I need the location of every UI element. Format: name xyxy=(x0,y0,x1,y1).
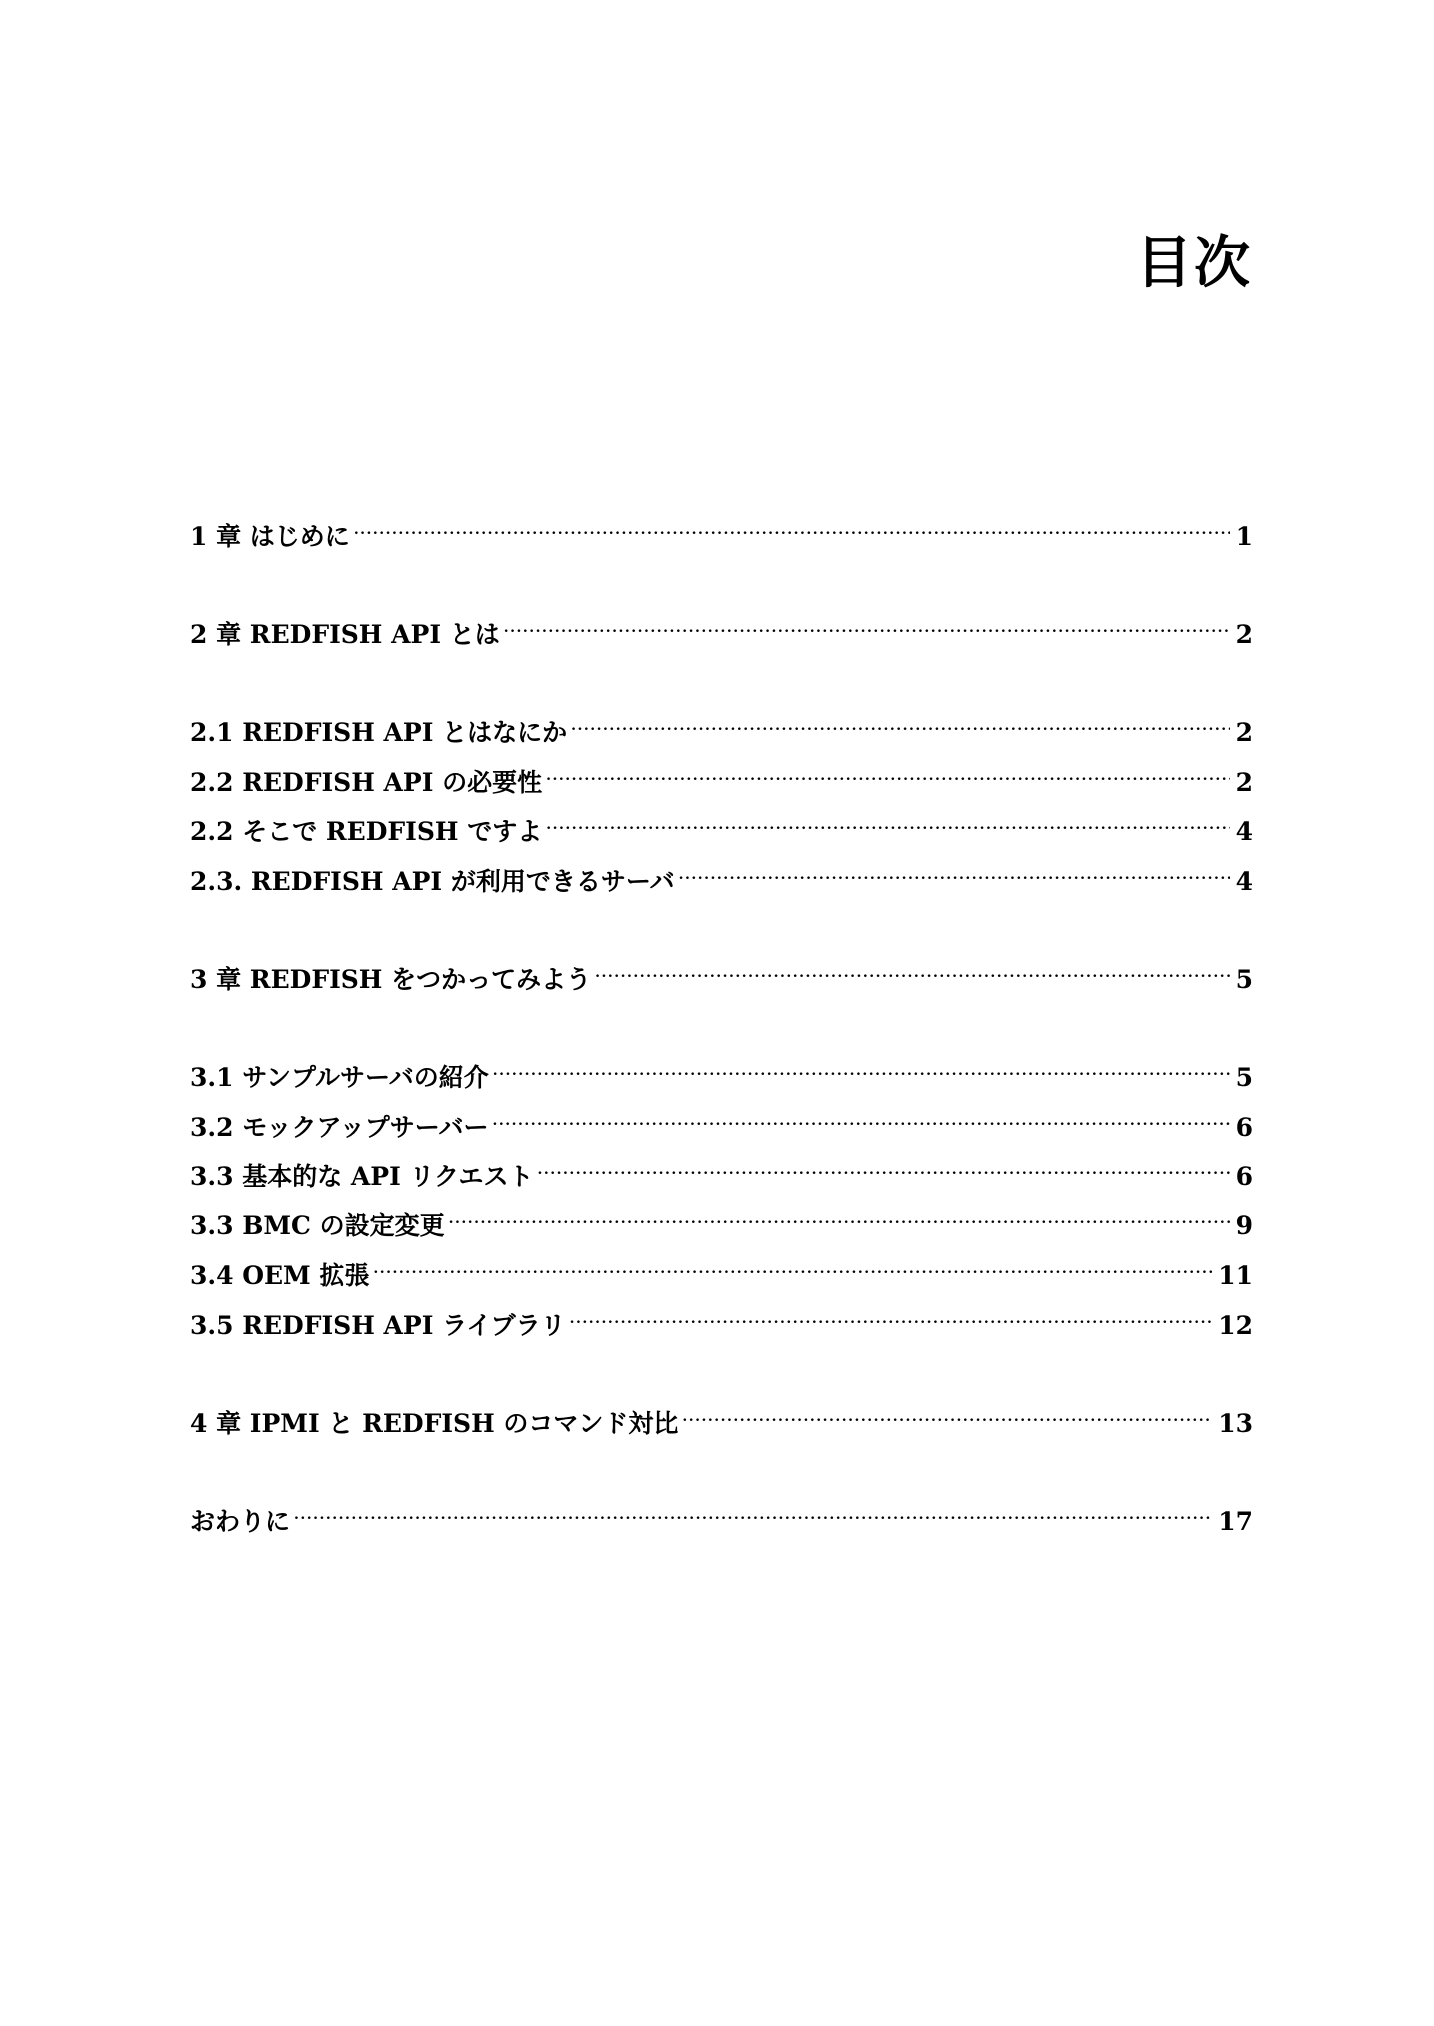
dot-leader xyxy=(682,1392,1212,1432)
toc-entry-page: 12 xyxy=(1218,1311,1253,1340)
toc-entry-section-2-2b[interactable] xyxy=(190,800,1253,846)
toc-entry-page: 2 xyxy=(1235,620,1253,649)
dot-leader xyxy=(493,1046,1230,1086)
toc-entry-page: 13 xyxy=(1218,1409,1253,1438)
dot-leader xyxy=(504,603,1230,643)
toc-entry-page: 1 xyxy=(1235,522,1253,551)
toc-entry-section-3-3b[interactable] xyxy=(190,1194,1253,1240)
toc-entry-section-3-5[interactable] xyxy=(190,1294,1253,1340)
dot-leader xyxy=(294,1490,1212,1530)
toc-entry-section-2-1[interactable] xyxy=(190,701,1253,747)
toc-entry-label: 2.3. REDFISH API が利用できるサーバ xyxy=(190,867,675,896)
dot-leader xyxy=(595,948,1229,988)
toc-entry-section-3-2[interactable] xyxy=(190,1096,1253,1142)
dot-leader xyxy=(449,1194,1230,1234)
toc-entry-section-2-3[interactable] xyxy=(190,850,1253,896)
toc-entry-section-3-1[interactable] xyxy=(190,1046,1253,1092)
toc-entry-section-2-2a[interactable] xyxy=(190,751,1253,797)
toc-entry-label: 3.5 REDFISH API ライブラリ xyxy=(190,1311,566,1340)
toc-entry-label: 2 章 REDFISH API とは xyxy=(190,620,500,649)
toc-entry-label: 2.2 そこで REDFISH ですよ xyxy=(190,817,543,846)
toc-entry-chapter-4[interactable] xyxy=(190,1392,1253,1438)
toc-entry-label: 3.3 BMC の設定変更 xyxy=(190,1211,445,1240)
toc-entry-label: 3.2 モックアップサーバー xyxy=(190,1113,489,1142)
toc-entry-label: 2.2 REDFISH API の必要性 xyxy=(190,768,543,797)
toc-entry-chapter-2[interactable] xyxy=(190,603,1253,649)
dot-leader xyxy=(546,800,1229,840)
toc-entry-page: 2 xyxy=(1235,718,1253,747)
dot-leader xyxy=(546,751,1229,791)
toc-entry-page: 5 xyxy=(1235,965,1253,994)
toc-entry-chapter-1[interactable] xyxy=(190,505,1253,551)
toc-entry-chapter-3[interactable] xyxy=(190,948,1253,994)
toc-entry-label: 3 章 REDFISH をつかってみよう xyxy=(190,965,592,994)
toc-entry-label: おわりに xyxy=(190,1507,291,1536)
dot-leader xyxy=(492,1096,1229,1136)
toc-entry-label: 2.1 REDFISH API とはなにか xyxy=(190,718,568,747)
toc-entry-label: 3.1 サンプルサーバの紹介 xyxy=(190,1063,489,1092)
dot-leader xyxy=(538,1145,1230,1185)
toc-entry-label: 4 章 IPMI と REDFISH のコマンド対比 xyxy=(190,1409,679,1438)
toc-entry-page: 17 xyxy=(1218,1507,1253,1536)
toc-entry-afterword[interactable] xyxy=(190,1490,1253,1536)
toc-entry-page: 5 xyxy=(1235,1063,1253,1092)
toc-entry-page: 4 xyxy=(1235,867,1253,896)
toc-entry-section-3-3a[interactable] xyxy=(190,1145,1253,1191)
page-title: 目次 xyxy=(1136,231,1252,296)
dot-leader xyxy=(679,850,1230,890)
dot-leader xyxy=(354,505,1230,545)
toc-entry-label: 1 章 はじめに xyxy=(190,522,350,551)
toc-entry-page: 6 xyxy=(1235,1113,1253,1142)
toc-entry-label: 3.3 基本的な API リクエスト xyxy=(190,1162,534,1191)
dot-leader xyxy=(571,701,1229,741)
toc-entry-section-3-4[interactable] xyxy=(190,1244,1253,1290)
toc-entry-page: 6 xyxy=(1235,1162,1253,1191)
toc-entry-page: 2 xyxy=(1235,768,1253,797)
toc-entry-page: 11 xyxy=(1218,1261,1253,1290)
dot-leader xyxy=(373,1244,1212,1284)
toc-entry-label: 3.4 OEM 拡張 xyxy=(190,1261,370,1290)
toc-entry-page: 9 xyxy=(1235,1211,1253,1240)
toc-entry-page: 4 xyxy=(1235,817,1253,846)
dot-leader xyxy=(570,1294,1213,1334)
